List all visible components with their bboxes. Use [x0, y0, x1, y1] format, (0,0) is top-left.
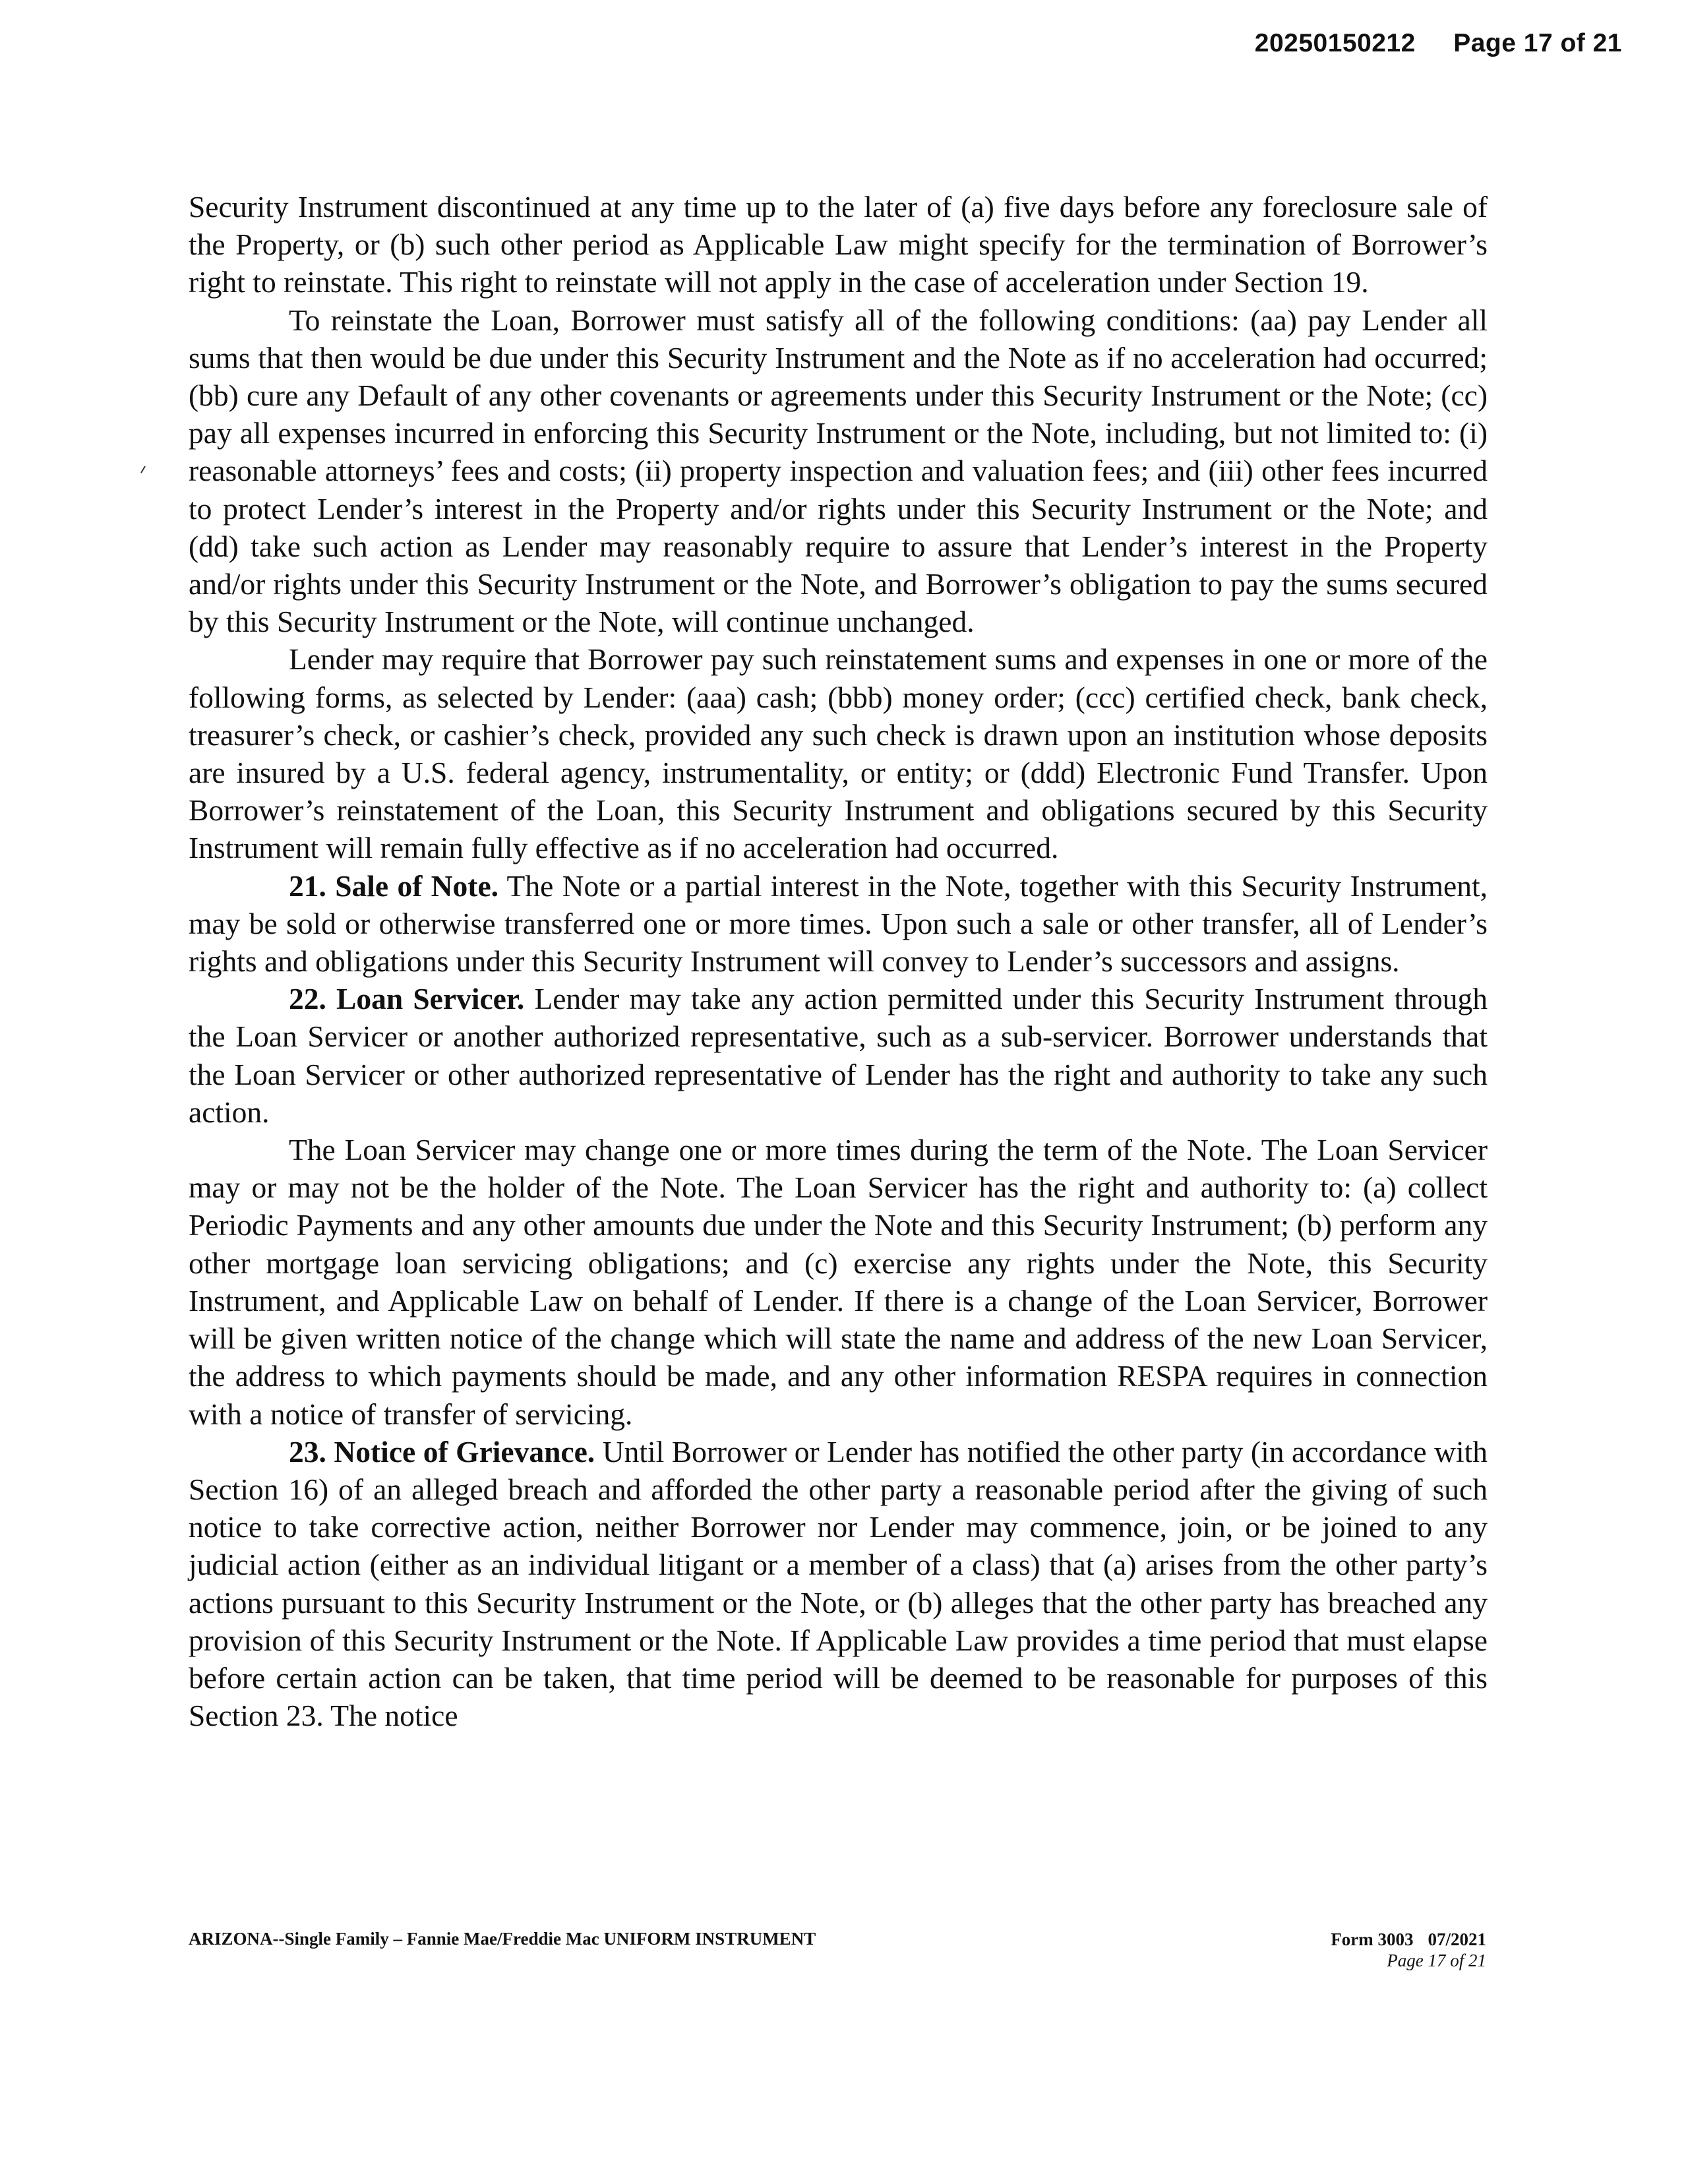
margin-tick-mark [140, 465, 146, 474]
recording-header [1255, 29, 1622, 58]
footer-form-info [1331, 1929, 1486, 1971]
section-21-sale-of-note [189, 867, 1488, 981]
paragraph-reinstatement-conditions [189, 301, 1488, 641]
paragraph-text: Lender may require that Borrower pay such reinstatement sums and expenses in one or more of the following forms, as selected by Lender: (aaa) cash; (bbb) money order; (ccc) certified check, bank check, treasurer’s check, or cashier’s check, provided any such check is drawn upon an institution whose deposits are insured by a U.S. federal agency, instrumentality, or entity; or (ddd) Electronic Fund Transfer. Upon Borrower’s reinstatement of the Loan, this Security Instrument and obligations secured by this Security Instrument will remain fully effective as if no acceleration had occurred. [189, 642, 1488, 865]
section-heading: 23. Notice of Grievance. [289, 1434, 595, 1469]
paragraph-text: The Note or a partial interest in the Note, together with this Security Instrument, may be sold or otherwise transferred one or more times. Upon such a sale or other transfer, all of Lender’s rights and obligations under this Security Instrument will convey to Lender’s successors and assigns. [189, 868, 1488, 979]
paragraph-reinstatement-payment-forms [189, 640, 1488, 866]
paragraph-reinstatement-continued [189, 188, 1488, 301]
section-heading: 21. Sale of Note. [289, 868, 499, 903]
footer-instrument-title: ARIZONA--Single Family – Fannie Mae/Freddie Mac UNIFORM INSTRUMENT [189, 1929, 816, 1949]
footer-page-label: Page 17 of 21 [1387, 1951, 1486, 1970]
paragraph-text: Security Instrument discontinued at any time up to the later of (a) five days before any foreclosure sale of the Property, or (b) such other period as Applicable Law might specify for the termination of Borrower’s right to reinstate. This right to reinstate will not apply in the case of acceleration under Section 19. [189, 190, 1488, 299]
footer-form-date: 07/2021 [1428, 1929, 1486, 1949]
section-heading: 22. Loan Servicer. [289, 982, 525, 1016]
recording-page-label: Page 17 of 21 [1453, 29, 1622, 57]
paragraph-loan-servicer-change [189, 1131, 1488, 1433]
section-22-loan-servicer [189, 980, 1488, 1131]
paragraph-text: The Loan Servicer may change one or more times during the term of the Note. The Loan Servicer may or may not be the holder of the Note. The Loan Servicer has the right and authority to: (a) collect Periodic Payments and any other amounts due under the Note and this Security Instrument; (b) perform any other mortgage loan servicing obligations; and (c) exercise any rights under the Note, this Security Instrument, and Applicable Law on behalf of Lender. If there is a change of the Loan Servicer, Borrower will be given written notice of the change which will state the name and address of the new Loan Servicer, the address to which payments should be made, and any other information RESPA requires in connection with a notice of transfer of servicing. [189, 1133, 1488, 1431]
footer-form-line [1331, 1929, 1486, 1950]
paragraph-text: Lender may take any action permitted under this Security Instrument through the Loan Servicer or another authorized representative, such as a sub-servicer. Borrower understands that the Loan Servicer or other authorized representative of Lender has the right and authority to take any such action. [189, 982, 1488, 1129]
section-23-notice-of-grievance [189, 1433, 1488, 1735]
paragraph-text: Until Borrower or Lender has notified the other party (in accordance with Section 16) of an alleged breach and afforded the other party a reasonable period after the giving of such notice to take corrective action, neither Borrower nor Lender may commence, join, or be joined to any judicial action (either as an individual litigant or a member of a class) that (a) arises from the other party’s actions pursuant to this Security Instrument or the Note, or (b) alleges that the other party has breached any provision of this Security Instrument or the Note. If Applicable Law provides a time period that must elapse before certain action can be taken, that time period will be deemed to be reasonable for purposes of this Section 23. The notice [189, 1434, 1488, 1733]
document-body [189, 188, 1488, 1734]
recording-number: 20250150212 [1254, 29, 1416, 57]
footer-form-number: Form 3003 [1331, 1929, 1414, 1949]
paragraph-text: To reinstate the Loan, Borrower must satisfy all of the following conditions: (aa) pay Lender all sums that then would be due under this Security Instrument and the Note as if no acceleration had occurred; (bb) cure any Default of any other covenants or agreements under this Security Instrument or the Note; (cc) pay all expenses incurred in enforcing this Security Instrument or the Note, including, but not limited to: (i) reasonable attorneys’ fees and costs; (ii) property inspection and valuation fees; and (iii) other fees incurred to protect Lender’s interest in the Property and/or rights under this Security Instrument or the Note; and (dd) take such action as Lender may reasonably require to assure that Lender’s interest in the Property and/or rights under this Security Instrument or the Note, and Borrower’s obligation to pay the sums secured by this Security Instrument or the Note, will continue unchanged. [189, 303, 1488, 639]
